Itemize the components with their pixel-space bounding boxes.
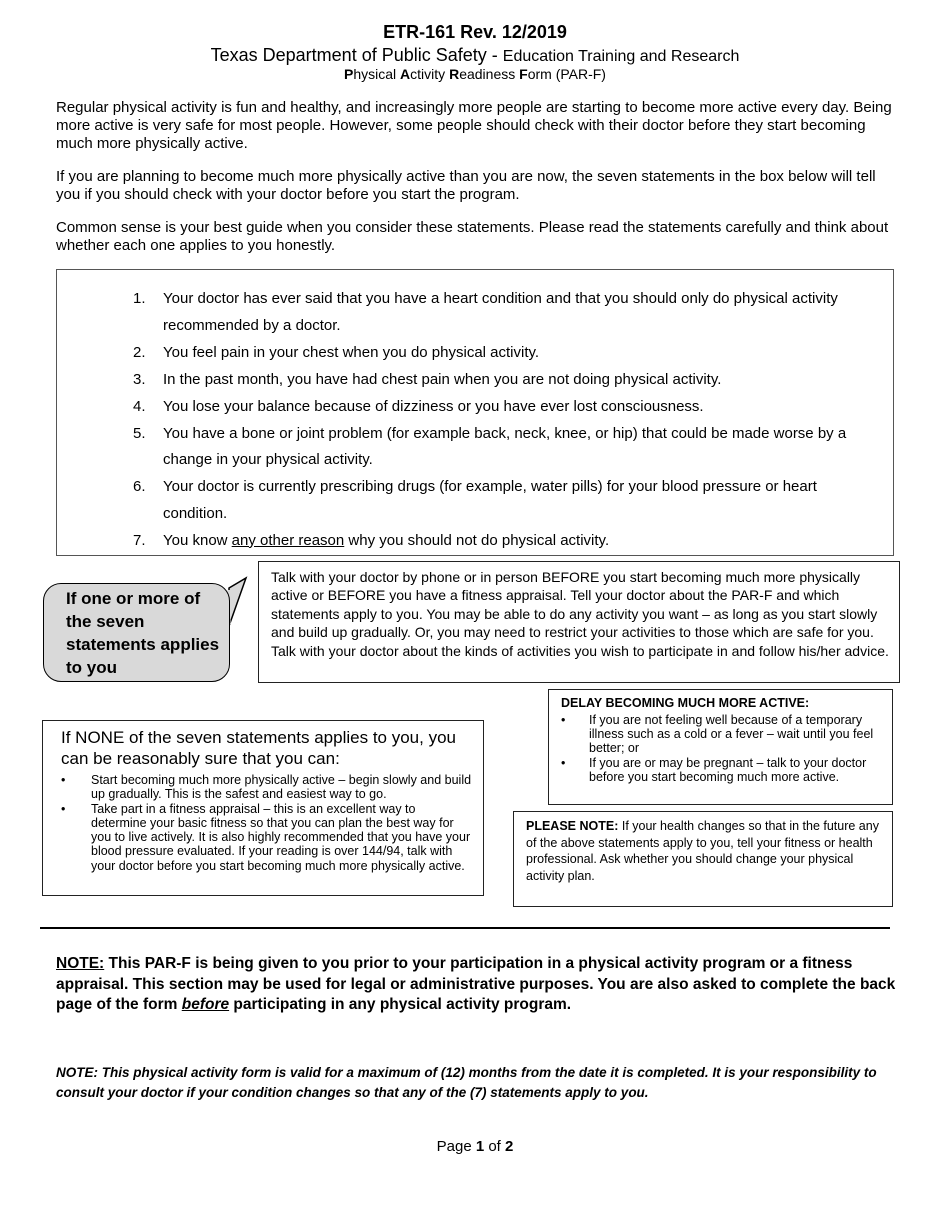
legal-note <box>56 954 896 1016</box>
statement-underlined: any other reason <box>231 531 345 549</box>
none-applies-heading: If NONE of the seven statements applies to you, you can be reasonably sure that you can: <box>61 728 456 768</box>
statement-item <box>133 474 873 527</box>
talk-with-doctor-box: Talk with your doctor by phone or in person BEFORE you start becoming much more physically active or BEFORE you have a fitness appraisal. Tell your doctor about the PAR-F and which statements apply to you. You may be able to do any activity you want – as long as you start slowly and build up gradually. Or, you may need to restrict your activities to those which are safe for you. Talk with your doctor about the kinds of activities you wish to participate in and follow his/her advice. <box>258 561 900 683</box>
please-note-text: If your health changes so that in the future any of the above statements apply to you, tell your fitness or health professional. Ask whether you should change your physical activity plan. <box>526 819 879 883</box>
statement-text-before: You know <box>163 531 232 549</box>
statement-text-after: why you should not do physical activity. <box>344 531 610 549</box>
legal-note-text-2: participating in any physical activity program. <box>229 996 572 1013</box>
statement-number: 5. <box>133 424 146 442</box>
statement-text: You lose your balance because of dizziness or you have ever lost consciousness. <box>163 397 704 415</box>
delay-box <box>548 689 893 805</box>
please-note-box <box>513 811 893 907</box>
statement-text: Your doctor is currently prescribing drugs (for example, water pills) for your blood pressure or heart condition. <box>163 478 817 522</box>
form-name-a: A <box>400 66 411 82</box>
form-name-p-rest: hysical <box>353 66 401 82</box>
legal-note-label: NOTE: <box>56 955 105 972</box>
intro-paragraph-3: Common sense is your best guide when you consider these statements. Please read the statements carefully and think about whether each one applies to you honestly. <box>56 219 889 254</box>
page-word: Page <box>436 1138 476 1155</box>
statement-item <box>133 340 873 367</box>
statement-number: 3. <box>133 370 146 388</box>
form-name-r-rest: eadiness <box>459 66 520 82</box>
intro-paragraph-2: If you are planning to become much more physically active than you are now, the seven statements in the box below will tell you if you should check with your doctor before you start the program. <box>56 168 876 203</box>
statement-number: 4. <box>133 397 146 415</box>
statement-text <box>163 528 873 555</box>
please-note-label: PLEASE NOTE: <box>526 819 619 833</box>
list-item: • If you are or may be pregnant – talk to your doctor before you start becoming much more active. <box>561 756 882 784</box>
none-applies-list <box>61 773 473 873</box>
agency-title <box>0 45 950 66</box>
form-name-a-rest: ctivity <box>410 66 450 82</box>
page-total: 2 <box>505 1138 514 1155</box>
statements-list <box>133 286 873 555</box>
page-number <box>0 1138 950 1155</box>
delay-heading: DELAY BECOMING MUCH MORE ACTIVE: <box>561 696 810 710</box>
none-applies-box <box>42 720 484 896</box>
statement-item <box>133 528 873 555</box>
legal-note-text-1: This PAR-F is being given to you prior to your participation in a physical activity program or a fitness appraisal. This section may be used for legal or administrative purposes. You are also asked to complete the back page of the form <box>56 955 896 1013</box>
statement-item <box>133 286 873 339</box>
statement-item <box>133 394 873 421</box>
validity-note: NOTE: This physical activity form is valid for a maximum of (12) months from the date it is completed. It is your responsibility to consult your doctor if your condition changes so that any of the (7) statements apply to you. <box>56 1065 877 1100</box>
page-current: 1 <box>475 1138 485 1155</box>
form-name-r: R <box>449 66 460 82</box>
statement-item <box>133 367 873 394</box>
statement-item <box>133 421 873 474</box>
statement-number: 6. <box>133 478 146 495</box>
callout-bubble: If one or more of the seven statements applies to you <box>43 583 230 682</box>
section-divider <box>40 927 890 929</box>
list-item: • Take part in a fitness appraisal – this is an excellent way to determine your basic fitness so that you can plan the best way for you to live actively. It is also highly recommended that you have your blood pressure evaluated. If your reading is over 144/94, talk with your doctor before you start becoming much more physically active. <box>61 802 473 873</box>
agency-name: Texas Department of Public Safety - <box>210 45 503 65</box>
statement-text: You have a bone or joint problem (for example back, neck, knee, or hip) that could be made worse by a change in your physical activity. <box>163 424 847 468</box>
statements-box <box>56 269 894 556</box>
form-name-f-rest: orm (PAR-F) <box>527 66 606 82</box>
statement-number: 2. <box>133 343 146 361</box>
statement-text: Your doctor has ever said that you have a heart condition and that you should only do physical activity recommended by a doctor. <box>163 290 838 334</box>
statement-text: You feel pain in your chest when you do physical activity. <box>163 343 540 361</box>
page-of-word: of <box>484 1138 506 1155</box>
form-name-p: P <box>344 66 354 82</box>
intro-paragraph-1: Regular physical activity is fun and healthy, and increasingly more people are starting to become more active every day. Being more active is very safe for most people. However, some people should check with their doctor before they start becoming much more physically active. <box>56 99 892 152</box>
form-number: ETR-161 Rev. 12/2019 <box>383 22 567 42</box>
delay-list <box>561 713 882 784</box>
legal-note-emphasis: before <box>181 996 230 1013</box>
list-item: • If you are not feeling well because of a temporary illness such as a cold or a fever – wait until you feel better; or <box>561 713 882 756</box>
form-name-f: F <box>519 66 528 82</box>
division-name: Education Training and Research <box>502 48 740 65</box>
statement-number: 1. <box>133 290 146 307</box>
statement-number: 7. <box>133 531 146 549</box>
statement-text: In the past month, you have had chest pain when you are not doing physical activity. <box>163 370 722 388</box>
list-item: • Start becoming much more physically active – begin slowly and build up gradually. This is the safest and easiest way to go. <box>61 773 473 802</box>
form-name <box>0 66 950 82</box>
